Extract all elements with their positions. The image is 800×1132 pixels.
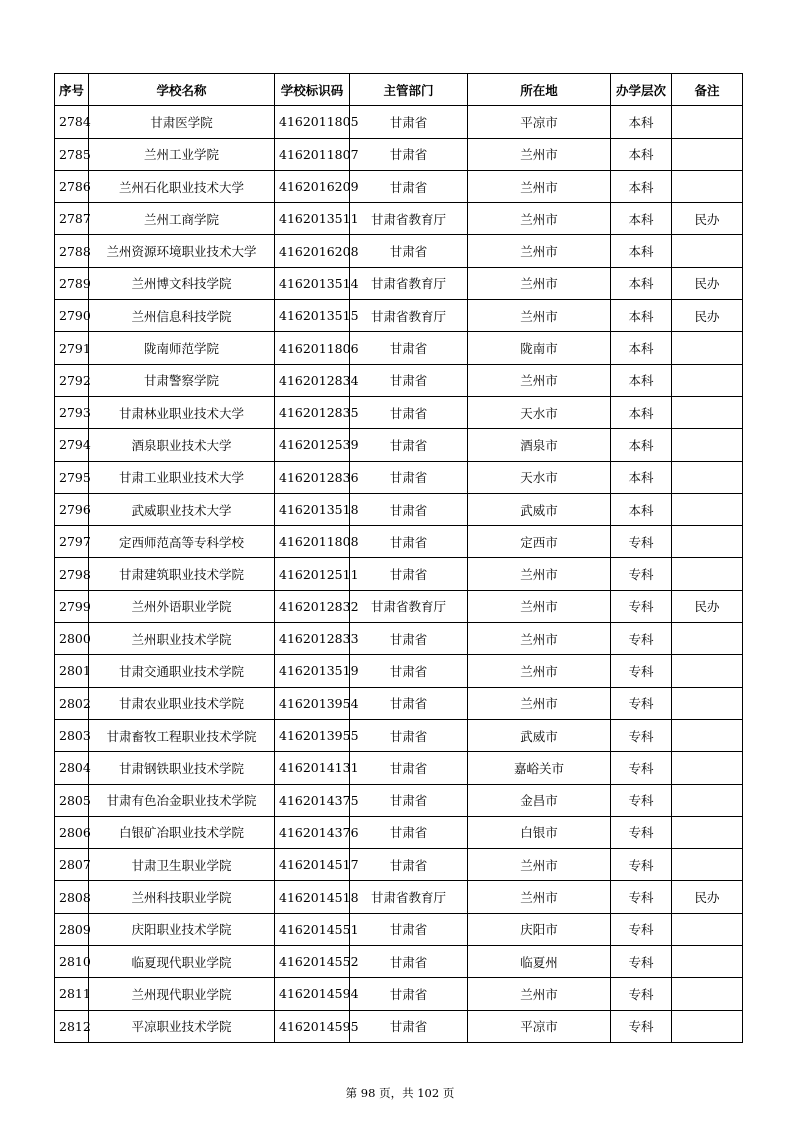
- cell-school-name: 兰州资源环境职业技术大学: [89, 235, 275, 267]
- cell-school-name: 兰州博文科技学院: [89, 267, 275, 299]
- cell-location: 兰州市: [468, 590, 611, 622]
- cell-remark: [672, 106, 743, 138]
- cell-index: 2798: [55, 558, 89, 590]
- cell-index: 2806: [55, 816, 89, 848]
- page-footer: 第 98 页，共 102 页: [345, 1086, 455, 1100]
- table-row: [55, 1010, 743, 1042]
- cell-level: 本科: [611, 429, 672, 461]
- cell-location: 兰州市: [468, 623, 611, 655]
- cell-level: 专科: [611, 590, 672, 622]
- cell-school-code: 4162012511: [275, 558, 350, 590]
- cell-level: 本科: [611, 203, 672, 235]
- cell-remark: [672, 235, 743, 267]
- cell-location: 兰州市: [468, 235, 611, 267]
- cell-remark: [672, 396, 743, 428]
- cell-index: 2809: [55, 913, 89, 945]
- table-row: [55, 267, 743, 299]
- cell-remark: [672, 170, 743, 202]
- table-row: [55, 558, 743, 590]
- cell-level: 本科: [611, 364, 672, 396]
- cell-school-name: 兰州现代职业学院: [89, 978, 275, 1010]
- cell-remark: [672, 913, 743, 945]
- cell-location: 兰州市: [468, 655, 611, 687]
- cell-school-code: 4162012833: [275, 623, 350, 655]
- cell-school-code: 4162014131: [275, 752, 350, 784]
- cell-remark: [672, 332, 743, 364]
- cell-authority: 甘肃省: [350, 138, 468, 170]
- cell-remark: [672, 687, 743, 719]
- cell-school-code: 4162012836: [275, 461, 350, 493]
- cell-index: 2790: [55, 300, 89, 332]
- cell-location: 兰州市: [468, 203, 611, 235]
- cell-location: 兰州市: [468, 978, 611, 1010]
- cell-level: 本科: [611, 170, 672, 202]
- cell-index: 2794: [55, 429, 89, 461]
- cell-index: 2808: [55, 881, 89, 913]
- cell-school-code: 4162013519: [275, 655, 350, 687]
- table-row: [55, 623, 743, 655]
- cell-remark: [672, 461, 743, 493]
- cell-location: 庆阳市: [468, 913, 611, 945]
- cell-authority: 甘肃省教育厅: [350, 590, 468, 622]
- cell-index: 2807: [55, 849, 89, 881]
- table-row: [55, 106, 743, 138]
- table-row: [55, 300, 743, 332]
- cell-location: 兰州市: [468, 687, 611, 719]
- cell-school-name: 甘肃建筑职业技术学院: [89, 558, 275, 590]
- table-row: [55, 752, 743, 784]
- cell-remark: 民办: [672, 267, 743, 299]
- cell-index: 2805: [55, 784, 89, 816]
- table-row: [55, 461, 743, 493]
- cell-index: 2801: [55, 655, 89, 687]
- cell-remark: [672, 784, 743, 816]
- cell-authority: 甘肃省: [350, 687, 468, 719]
- cell-school-code: 4162012834: [275, 364, 350, 396]
- cell-school-code: 4162012832: [275, 590, 350, 622]
- cell-authority: 甘肃省: [350, 396, 468, 428]
- cell-location: 天水市: [468, 396, 611, 428]
- table-header-row: [55, 74, 743, 106]
- cell-authority: 甘肃省: [350, 978, 468, 1010]
- cell-school-name: 甘肃钢铁职业技术学院: [89, 752, 275, 784]
- cell-school-code: 4162014517: [275, 849, 350, 881]
- cell-index: 2796: [55, 493, 89, 525]
- cell-location: 兰州市: [468, 170, 611, 202]
- header-school-name: 学校名称: [89, 74, 275, 106]
- cell-level: 专科: [611, 946, 672, 978]
- cell-school-name: 平凉职业技术学院: [89, 1010, 275, 1042]
- header-location: 所在地: [468, 74, 611, 106]
- header-index: 序号: [55, 74, 89, 106]
- cell-remark: [672, 978, 743, 1010]
- header-level: 办学层次: [611, 74, 672, 106]
- cell-location: 白银市: [468, 816, 611, 848]
- cell-location: 定西市: [468, 526, 611, 558]
- cell-school-name: 甘肃畜牧工程职业技术学院: [89, 719, 275, 751]
- cell-remark: [672, 364, 743, 396]
- cell-authority: 甘肃省: [350, 429, 468, 461]
- cell-level: 专科: [611, 1010, 672, 1042]
- cell-authority: 甘肃省: [350, 816, 468, 848]
- cell-level: 专科: [611, 978, 672, 1010]
- cell-authority: 甘肃省: [350, 849, 468, 881]
- cell-school-code: 4162014376: [275, 816, 350, 848]
- cell-school-name: 临夏现代职业学院: [89, 946, 275, 978]
- table-row: [55, 203, 743, 235]
- table-row: [55, 946, 743, 978]
- cell-school-code: 4162013954: [275, 687, 350, 719]
- cell-school-name: 兰州石化职业技术大学: [89, 170, 275, 202]
- cell-level: 本科: [611, 267, 672, 299]
- cell-location: 兰州市: [468, 138, 611, 170]
- header-remark: 备注: [672, 74, 743, 106]
- cell-index: 2789: [55, 267, 89, 299]
- cell-school-name: 兰州工业学院: [89, 138, 275, 170]
- cell-level: 本科: [611, 396, 672, 428]
- cell-index: 2810: [55, 946, 89, 978]
- cell-school-code: 4162011805: [275, 106, 350, 138]
- table-row: [55, 170, 743, 202]
- cell-school-name: 甘肃有色冶金职业技术学院: [89, 784, 275, 816]
- cell-authority: 甘肃省: [350, 623, 468, 655]
- cell-index: 2804: [55, 752, 89, 784]
- cell-level: 专科: [611, 655, 672, 687]
- cell-remark: [672, 526, 743, 558]
- cell-location: 天水市: [468, 461, 611, 493]
- table-body: [55, 106, 743, 1043]
- cell-school-code: 4162011808: [275, 526, 350, 558]
- cell-index: 2812: [55, 1010, 89, 1042]
- table-row: [55, 978, 743, 1010]
- cell-school-code: 4162011807: [275, 138, 350, 170]
- table-row: [55, 429, 743, 461]
- table-row: [55, 913, 743, 945]
- table-row: [55, 881, 743, 913]
- cell-authority: 甘肃省教育厅: [350, 267, 468, 299]
- cell-remark: [672, 655, 743, 687]
- table-row: [55, 396, 743, 428]
- cell-authority: 甘肃省: [350, 784, 468, 816]
- table-row: [55, 526, 743, 558]
- cell-index: 2788: [55, 235, 89, 267]
- cell-school-name: 武威职业技术大学: [89, 493, 275, 525]
- cell-level: 本科: [611, 461, 672, 493]
- cell-school-code: 4162011806: [275, 332, 350, 364]
- cell-location: 兰州市: [468, 558, 611, 590]
- cell-index: 2793: [55, 396, 89, 428]
- cell-location: 嘉峪关市: [468, 752, 611, 784]
- cell-remark: [672, 138, 743, 170]
- cell-authority: 甘肃省: [350, 526, 468, 558]
- cell-authority: 甘肃省: [350, 364, 468, 396]
- cell-index: 2784: [55, 106, 89, 138]
- cell-authority: 甘肃省教育厅: [350, 881, 468, 913]
- cell-authority: 甘肃省: [350, 1010, 468, 1042]
- cell-school-name: 陇南师范学院: [89, 332, 275, 364]
- table-row: [55, 719, 743, 751]
- cell-location: 兰州市: [468, 267, 611, 299]
- cell-authority: 甘肃省教育厅: [350, 203, 468, 235]
- cell-location: 武威市: [468, 719, 611, 751]
- cell-school-code: 4162013518: [275, 493, 350, 525]
- cell-level: 专科: [611, 913, 672, 945]
- cell-school-name: 庆阳职业技术学院: [89, 913, 275, 945]
- cell-school-code: 4162013955: [275, 719, 350, 751]
- cell-school-name: 定西师范高等专科学校: [89, 526, 275, 558]
- table-row: [55, 138, 743, 170]
- cell-level: 专科: [611, 719, 672, 751]
- cell-school-name: 甘肃交通职业技术学院: [89, 655, 275, 687]
- cell-remark: [672, 946, 743, 978]
- cell-school-code: 4162016209: [275, 170, 350, 202]
- school-table: [54, 73, 743, 1043]
- cell-index: 2791: [55, 332, 89, 364]
- cell-school-name: 甘肃农业职业技术学院: [89, 687, 275, 719]
- header-authority: 主管部门: [350, 74, 468, 106]
- table-row: [55, 784, 743, 816]
- table-row: [55, 655, 743, 687]
- cell-location: 武威市: [468, 493, 611, 525]
- cell-level: 专科: [611, 816, 672, 848]
- cell-authority: 甘肃省教育厅: [350, 300, 468, 332]
- cell-school-name: 甘肃林业职业技术大学: [89, 396, 275, 428]
- cell-authority: 甘肃省: [350, 332, 468, 364]
- cell-school-name: 甘肃卫生职业学院: [89, 849, 275, 881]
- table-row: [55, 590, 743, 622]
- cell-remark: 民办: [672, 203, 743, 235]
- cell-index: 2792: [55, 364, 89, 396]
- table-row: [55, 235, 743, 267]
- cell-location: 兰州市: [468, 849, 611, 881]
- cell-school-code: 4162014518: [275, 881, 350, 913]
- header-school-code: 学校标识码: [275, 74, 350, 106]
- table-row: [55, 687, 743, 719]
- cell-school-code: 4162012835: [275, 396, 350, 428]
- cell-school-name: 白银矿冶职业技术学院: [89, 816, 275, 848]
- cell-location: 金昌市: [468, 784, 611, 816]
- cell-index: 2795: [55, 461, 89, 493]
- cell-level: 本科: [611, 106, 672, 138]
- cell-index: 2797: [55, 526, 89, 558]
- cell-location: 临夏州: [468, 946, 611, 978]
- cell-level: 专科: [611, 881, 672, 913]
- cell-school-name: 兰州工商学院: [89, 203, 275, 235]
- cell-index: 2787: [55, 203, 89, 235]
- cell-authority: 甘肃省: [350, 106, 468, 138]
- cell-level: 本科: [611, 138, 672, 170]
- cell-authority: 甘肃省: [350, 170, 468, 202]
- cell-level: 专科: [611, 526, 672, 558]
- cell-authority: 甘肃省: [350, 558, 468, 590]
- cell-school-code: 4162014552: [275, 946, 350, 978]
- cell-location: 兰州市: [468, 300, 611, 332]
- cell-index: 2786: [55, 170, 89, 202]
- cell-level: 专科: [611, 623, 672, 655]
- cell-index: 2803: [55, 719, 89, 751]
- cell-school-code: 4162014375: [275, 784, 350, 816]
- cell-remark: [672, 493, 743, 525]
- cell-remark: [672, 752, 743, 784]
- cell-school-name: 兰州外语职业学院: [89, 590, 275, 622]
- cell-remark: [672, 849, 743, 881]
- table-row: [55, 364, 743, 396]
- cell-location: 酒泉市: [468, 429, 611, 461]
- cell-level: 专科: [611, 687, 672, 719]
- cell-remark: 民办: [672, 300, 743, 332]
- cell-level: 本科: [611, 235, 672, 267]
- cell-authority: 甘肃省: [350, 752, 468, 784]
- cell-index: 2799: [55, 590, 89, 622]
- cell-remark: 民办: [672, 590, 743, 622]
- cell-school-name: 兰州科技职业学院: [89, 881, 275, 913]
- table-row: [55, 332, 743, 364]
- cell-location: 兰州市: [468, 881, 611, 913]
- table-row: [55, 816, 743, 848]
- cell-index: 2811: [55, 978, 89, 1010]
- cell-remark: [672, 429, 743, 461]
- cell-level: 专科: [611, 558, 672, 590]
- cell-level: 本科: [611, 332, 672, 364]
- cell-school-code: 4162016208: [275, 235, 350, 267]
- cell-school-code: 4162014551: [275, 913, 350, 945]
- cell-level: 本科: [611, 300, 672, 332]
- cell-authority: 甘肃省: [350, 235, 468, 267]
- cell-authority: 甘肃省: [350, 493, 468, 525]
- cell-location: 陇南市: [468, 332, 611, 364]
- cell-location: 平凉市: [468, 106, 611, 138]
- cell-school-name: 甘肃医学院: [89, 106, 275, 138]
- cell-school-code: 4162013515: [275, 300, 350, 332]
- cell-school-name: 兰州信息科技学院: [89, 300, 275, 332]
- cell-school-code: 4162014594: [275, 978, 350, 1010]
- cell-school-name: 甘肃工业职业技术大学: [89, 461, 275, 493]
- cell-school-code: 4162013511: [275, 203, 350, 235]
- cell-level: 本科: [611, 493, 672, 525]
- cell-index: 2800: [55, 623, 89, 655]
- cell-level: 专科: [611, 784, 672, 816]
- cell-authority: 甘肃省: [350, 913, 468, 945]
- cell-remark: [672, 1010, 743, 1042]
- cell-location: 平凉市: [468, 1010, 611, 1042]
- cell-school-code: 4162014595: [275, 1010, 350, 1042]
- cell-school-name: 兰州职业技术学院: [89, 623, 275, 655]
- table-row: [55, 849, 743, 881]
- cell-school-code: 4162013514: [275, 267, 350, 299]
- cell-level: 专科: [611, 752, 672, 784]
- table-row: [55, 493, 743, 525]
- cell-level: 专科: [611, 849, 672, 881]
- cell-school-code: 4162012539: [275, 429, 350, 461]
- cell-remark: [672, 558, 743, 590]
- cell-index: 2785: [55, 138, 89, 170]
- cell-authority: 甘肃省: [350, 719, 468, 751]
- cell-remark: [672, 623, 743, 655]
- cell-school-name: 酒泉职业技术大学: [89, 429, 275, 461]
- cell-authority: 甘肃省: [350, 946, 468, 978]
- cell-remark: 民办: [672, 881, 743, 913]
- cell-remark: [672, 719, 743, 751]
- cell-remark: [672, 816, 743, 848]
- cell-location: 兰州市: [468, 364, 611, 396]
- cell-index: 2802: [55, 687, 89, 719]
- cell-school-name: 甘肃警察学院: [89, 364, 275, 396]
- cell-authority: 甘肃省: [350, 655, 468, 687]
- cell-authority: 甘肃省: [350, 461, 468, 493]
